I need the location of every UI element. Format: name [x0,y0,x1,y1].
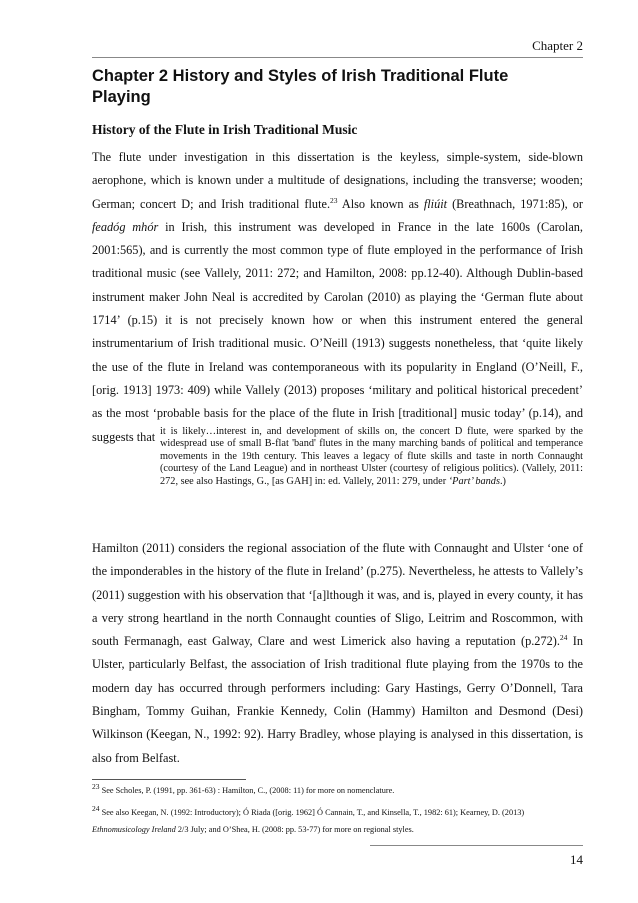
quote-italic: ‘Part’ bands [448,475,500,487]
text-span: in Irish, this instrument was developed in France in the late 1600s (Carolan, 2001:565), and is currently the most common type of flute employed in the performance of Irish traditional music (see Vallely, 2011: 272; and Hamilton, 2008: pp.12-40). Although Dublin-based instrument maker John Neal is accredited by Carolan (2010) as playing the ‘German flute about 1714’ (p.15) it is not precisely known how or when this instrument entered the general instrumentarium of Irish traditional music. O’Neill (1913) suggests nonetheless, that ‘quite likely the use of the flute in Ireland was contemporaneous with its popularity in England (O’Neill, F., [orig. 1913] 1973: 409) while Vallely (2013) proposes ‘military and political historical precedent’ as the most ‘probable basis for the place of the flute in Irish [traditional] music today’ (p.14), and suggests that [92,219,583,444]
chapter-title-line2: Playing [92,88,151,106]
text-span: Also known as [337,196,424,211]
text-span: In Ulster, particularly Belfast, the association of Irish traditional flute playing from the 1970s to the modern day has occurred through performers including: Gary Hastings, Gerry O’Donnell, Tara Bingham, Tommy Guihan, Frankie Kennedy, Colin (Hammy) Hamilton and Desmond (Desi) Wilkinson (Keegan, N., 1992: 92). Harry Bradley, whose playing is analysed in this dissertation, is also from Belfast. [92,634,583,765]
body-paragraph-2 [92,537,583,770]
quote-text-end: .) [499,475,506,487]
footnote-number: 24 [92,804,100,814]
footnote-ref-24[interactable]: 24 [559,633,568,643]
journal-title: Ethnomusicology Ireland [92,825,176,834]
text-span: (Breathnach, 1971:85), or [447,196,583,211]
chapter-title-line1: Chapter 2 History and Styles of Irish Traditional Flute [92,67,509,85]
footnote-number: 23 [92,782,100,792]
chapter-title [92,66,583,108]
text-span: Hamilton (2011) considers the regional association of the flute with Connaught and Ulster ‘one of the imponderables in the history of the flute in Ireland’ (p.275). Nevertheless, he attests to Vallely’s (2011) suggestion with his observation that ‘[a]lthough it was, and is, played in every county, it has a very strong heartland in the north Connaught counties of Sligo, Leitrim and Roscommon, with south Fermanagh, east Galway, Clare and west Limerick also having a reputation (p.272). [92,541,583,649]
quote-text: it is likely…interest in, and development of skills on, the concert D flute, were sparked by the widespread use of small B-flat 'band' flutes in the many marching bands of political and temperance movements in the 19th century. This leaves a legacy of flute skills and taste in north Connaught (courtesy of the Land League) and in northeast Ulster (courtesy of religious politics). (Vallely, 2011: 272, see also Hastings, G., [as GAH] in: ed. Vallely, 2011: 279, under [160,426,583,487]
running-head: Chapter 2 [92,38,583,58]
footnote-23 [92,782,583,799]
footnote-24 [92,804,583,838]
irish-term-feadog-mhor: feadóg mhór [92,219,159,234]
body-paragraph-1 [92,146,583,449]
footnote-text: See Scholes, P. (1991, pp. 361-63) : Hamilton, C., (2008: 11) for more on nomenclature. [99,786,395,795]
footnote-ref-23[interactable]: 23 [330,195,338,205]
page-number: 14 [570,852,583,867]
footnote-text-cont: 2/3 July; and O’Shea, H. (2008: pp. 53-77) for more on regional styles. [175,825,414,834]
irish-term-fliuit: fliúit [423,196,448,211]
section-title: History of the Flute in Irish Traditional Music [92,122,358,137]
footer-divider [370,845,583,846]
text-span: The flute under investigation in this dissertation is the keyless, simple-system, side-blown aerophone, which is known under a multitude of designations, including the transverse; wooden; German; concert D; and Irish traditional flute. [92,150,583,211]
block-quote [160,426,583,488]
footnote-divider [92,779,246,780]
footnote-text: See also Keegan, N. (1992: Introductory); Ó Riada ([orig. 1962] Ó Cannain, T., and Kinsella, T., 1982: 61); Kearney, D. (2013) [99,808,525,817]
